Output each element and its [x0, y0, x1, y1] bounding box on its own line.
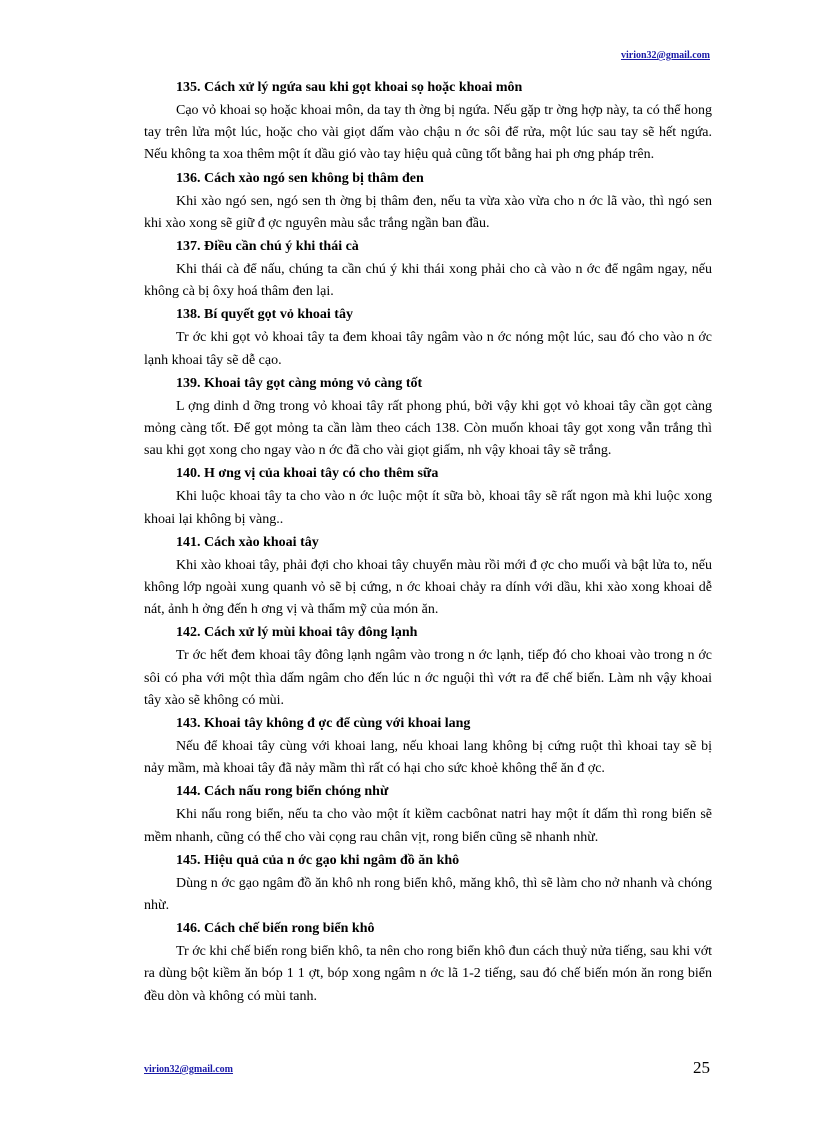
- section-142: [144, 621, 712, 712]
- section-140: [144, 462, 712, 530]
- section-heading: 143. Khoai tây không đ ợc để cùng với khoai lang: [176, 716, 471, 732]
- section-heading: 138. Bí quyết gọt vỏ khoai tây: [176, 307, 353, 323]
- page-content: [144, 76, 712, 1008]
- section-139: [144, 372, 712, 463]
- section-heading: 144. Cách nấu rong biển chóng nhừ: [176, 784, 389, 800]
- footer-email[interactable]: virion32@gmail.com: [144, 1064, 234, 1075]
- section-138: [144, 303, 712, 371]
- section-heading: 141. Cách xào khoai tây: [176, 534, 319, 550]
- section-body: Khi luộc khoai tây ta cho vào n ớc luộc một ít sữa bò, khoai tây sẽ rất ngon mà khi luộc xong khoai lại không bị vàng..: [144, 489, 712, 527]
- section-144: [144, 780, 712, 848]
- section-body: Dùng n ớc gạo ngâm đồ ăn khô nh rong biển khô, măng khô, thì sẽ làm cho nở nhanh và chóng nhừ.: [144, 875, 712, 914]
- section-143: [144, 712, 712, 780]
- section-body: Tr ớc hết đem khoai tây đông lạnh ngâm vào trong n ớc lạnh, tiếp đó cho khoai vào trong n ớc sôi có pha với một thìa dấm ngâm cho đến lúc n ớc nguội thì vớt ra để chế biến. Làm nh vậy khoai tây xào sẽ không có mùi.: [144, 648, 712, 708]
- section-heading: 142. Cách xử lý mùi khoai tây đông lạnh: [176, 625, 418, 641]
- section-body: Khi xào ngó sen, ngó sen th ờng bị thâm đen, nếu ta vừa xào vừa cho n ớc lã vào, thì ngó sen khi xào xong sẽ giữ đ ợc nguyên màu sắc trắng ngần ban đầu.: [144, 193, 712, 231]
- section-141: [144, 531, 712, 622]
- section-145: [144, 849, 712, 917]
- section-body: Khi xào khoai tây, phải đợi cho khoai tây chuyển màu rồi mới đ ợc cho muối và bật lửa to, nếu không lớp ngoài xung quanh vỏ sẽ bị cứng, n ớc khoai chảy ra dính với dầu, khi xào xong khoai dễ nát, ảnh h ởng đến h ơng vị và thẩm mỹ của món ăn.: [144, 557, 712, 618]
- section-136: [144, 167, 712, 235]
- section-heading: 140. H ơng vị của khoai tây có cho thêm sữa: [176, 466, 439, 482]
- section-heading: 135. Cách xử lý ngứa sau khi gọt khoai sọ hoặc khoai môn: [176, 80, 523, 95]
- section-137: [144, 235, 712, 303]
- header-email[interactable]: virion32@gmail.com: [620, 50, 710, 61]
- section-body: Tr ớc khi chế biến rong biển khô, ta nên cho rong biển khô đun cách thuỷ nửa tiếng, sau khi vớt ra dùng bột kiềm ăn bóp 1 1 ợt, bóp xong ngâm n ớc lã 1-2 tiếng, sau đó chế biến món ăn rong biển đều dòn và không có mùi tanh.: [144, 944, 712, 1004]
- section-body: Khi nấu rong biển, nếu ta cho vào một ít kiềm cacbônat natri hay một ít dấm thì rong biển sẽ mềm nhanh, cũng có thể cho vài cọng rau chân vịt, rong biển cũng sẽ nhanh nhừ.: [144, 807, 712, 845]
- section-135: [144, 76, 712, 167]
- section-heading: 145. Hiệu quả của n ớc gạo khi ngâm đồ ăn khô: [176, 852, 460, 868]
- section-body: Khi thái cà để nấu, chúng ta cần chú ý khi thái xong phải cho cà vào n ớc để ngâm ngay, nếu không cà bị ôxy hoá thâm đen lại.: [144, 262, 712, 300]
- section-body: Nếu để khoai tây cùng với khoai lang, nếu khoai lang không bị cứng ruột thì khoai tay sẽ bị nảy mầm, mà khoai tây đã nảy mầm thì rất có hại cho sức khoẻ không thể ăn đ ợc.: [144, 739, 712, 777]
- section-heading: 139. Khoai tây gọt càng mỏng vỏ càng tốt: [176, 375, 423, 391]
- section-146: [144, 917, 712, 1008]
- section-heading: 136. Cách xào ngó sen không bị thâm đen: [176, 170, 424, 186]
- page-number: 25: [693, 1058, 710, 1077]
- section-body: Cạo vỏ khoai sọ hoặc khoai môn, da tay th ờng bị ngứa. Nếu gặp tr ờng hợp này, ta có thể hong tay trên lửa một lúc, hoặc cho vài giọt dấm vào chậu n ớc sôi để rửa, một lúc sau tay sẽ hết ngứa. Nếu không ta xoa thêm một ít dầu gió vào tay hiệu quả cũng tốt bằng hai ph ơng pháp trên.: [144, 103, 712, 163]
- section-body: Tr ớc khi gọt vỏ khoai tây ta đem khoai tây ngâm vào n ớc nóng một lúc, sau đó cho vào n ớc lạnh khoai tây sẽ dễ cạo.: [144, 330, 712, 368]
- section-body: L ợng dinh d ỡng trong vỏ khoai tây rất phong phú, bởi vậy khi gọt vỏ khoai tây cần gọt càng mỏng càng tốt. Để gọt mỏng ta cần làm theo cách 138. Còn muốn khoai tây gọt xong vẫn trắng thì sau khi gọt xong cho ngay vào n ớc đã cho vài giọt giấm, nh vậy khoai tây sẽ trắng.: [144, 398, 712, 459]
- section-heading: 146. Cách chế biến rong biển khô: [176, 921, 375, 937]
- section-heading: 137. Điều cần chú ý khi thái cà: [176, 239, 359, 255]
